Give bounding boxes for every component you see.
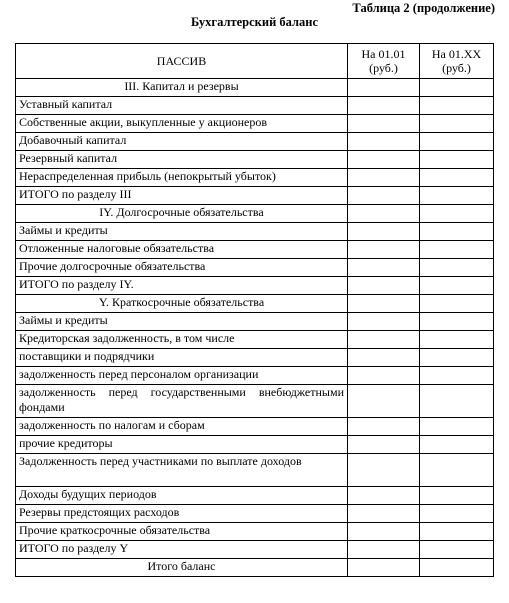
table-caption: Таблица 2 (продолжение) [352, 1, 495, 15]
document-title: Бухгалтерский баланс [190, 15, 319, 29]
value-cell-end [420, 313, 494, 331]
value-cell-start [348, 367, 420, 385]
table-row [16, 133, 494, 151]
value-cell-start [348, 418, 420, 436]
table-row [16, 115, 494, 133]
table-row [16, 367, 494, 385]
value-cell-end [420, 418, 494, 436]
row-label-cell: задолженность перед государственными внебюджетными фондами [16, 385, 348, 418]
value-cell-end [420, 169, 494, 187]
value-cell-end [420, 259, 494, 277]
table-header-row [16, 44, 494, 79]
value-cell-end [420, 115, 494, 133]
value-cell-start [348, 454, 420, 487]
value-cell-start [348, 223, 420, 241]
column-header-liabilities: ПАССИВ [16, 44, 348, 79]
table-row [16, 349, 494, 367]
column-header-end-date: На 01.XX (руб.) [420, 44, 494, 79]
value-cell-start [348, 205, 420, 223]
value-cell-end [420, 385, 494, 418]
table-row [16, 97, 494, 115]
row-label-cell: Отложенные налоговые обязательства [16, 241, 348, 259]
value-cell-end [420, 223, 494, 241]
value-cell-start [348, 559, 420, 577]
value-cell-start [348, 151, 420, 169]
table-row [16, 169, 494, 187]
value-cell-end [420, 505, 494, 523]
table-row [16, 436, 494, 454]
table-row [16, 295, 494, 313]
value-cell-start [348, 436, 420, 454]
row-label-cell: Добавочный капитал [16, 133, 348, 151]
row-label-cell: ИТОГО по разделу III [16, 187, 348, 205]
row-label-cell: прочие кредиторы [16, 436, 348, 454]
value-cell-end [420, 349, 494, 367]
value-cell-start [348, 505, 420, 523]
table-row [16, 331, 494, 349]
value-cell-start [348, 169, 420, 187]
table-row [16, 259, 494, 277]
value-cell-end [420, 541, 494, 559]
value-cell-end [420, 454, 494, 487]
row-label-cell: Прочие краткосрочные обязательства [16, 523, 348, 541]
table-row [16, 277, 494, 295]
value-cell-end [420, 487, 494, 505]
row-label-cell: Резервы предстоящих расходов [16, 505, 348, 523]
table-row [16, 187, 494, 205]
balance-table-body [16, 79, 494, 577]
value-cell-start [348, 487, 420, 505]
value-cell-end [420, 205, 494, 223]
value-cell-end [420, 187, 494, 205]
row-label-cell: Займы и кредиты [16, 313, 348, 331]
value-cell-start [348, 385, 420, 418]
row-label-cell: Нераспределенная прибыль (непокрытый убыток) [16, 169, 348, 187]
value-cell-start [348, 241, 420, 259]
value-cell-start [348, 331, 420, 349]
value-cell-end [420, 241, 494, 259]
table-row [16, 223, 494, 241]
value-cell-end [420, 277, 494, 295]
value-cell-end [420, 331, 494, 349]
row-label-cell: Займы и кредиты [16, 223, 348, 241]
value-cell-end [420, 367, 494, 385]
value-cell-start [348, 349, 420, 367]
section-heading-cell: Y. Краткосрочные обязательства [16, 295, 348, 313]
value-cell-start [348, 115, 420, 133]
table-row [16, 523, 494, 541]
row-label-cell: Прочие долгосрочные обязательства [16, 259, 348, 277]
value-cell-start [348, 97, 420, 115]
table-row [16, 418, 494, 436]
table-row [16, 454, 494, 487]
section-heading-cell: Итого баланс [16, 559, 348, 577]
balance-table [15, 43, 494, 577]
row-label-cell: Резервный капитал [16, 151, 348, 169]
value-cell-end [420, 97, 494, 115]
section-heading-cell: IY. Долгосрочные обязательства [16, 205, 348, 223]
table-row [16, 151, 494, 169]
value-cell-start [348, 259, 420, 277]
row-label-cell: Кредиторская задолженность, в том числе [16, 331, 348, 349]
row-label-cell: поставщики и подрядчики [16, 349, 348, 367]
value-cell-end [420, 133, 494, 151]
row-label-cell: Собственные акции, выкупленные у акционеров [16, 115, 348, 133]
table-row [16, 205, 494, 223]
table-row [16, 385, 494, 418]
column-header-start-date: На 01.01 (руб.) [348, 44, 420, 79]
row-label-cell: задолженность по налогам и сборам [16, 418, 348, 436]
value-cell-start [348, 277, 420, 295]
value-cell-start [348, 295, 420, 313]
table-row [16, 313, 494, 331]
value-cell-start [348, 313, 420, 331]
table-row [16, 79, 494, 97]
value-cell-end [420, 79, 494, 97]
value-cell-end [420, 559, 494, 577]
row-label-cell: Доходы будущих периодов [16, 487, 348, 505]
table-row [16, 505, 494, 523]
value-cell-start [348, 523, 420, 541]
table-row [16, 541, 494, 559]
row-label-cell: ИТОГО по разделу IY. [16, 277, 348, 295]
value-cell-end [420, 436, 494, 454]
value-cell-end [420, 151, 494, 169]
row-label-cell: ИТОГО по разделу Y [16, 541, 348, 559]
value-cell-start [348, 541, 420, 559]
section-heading-cell: III. Капитал и резервы [16, 79, 348, 97]
table-row [16, 559, 494, 577]
row-label-cell: задолженность перед персоналом организации [16, 367, 348, 385]
row-label-cell: Уставный капитал [16, 97, 348, 115]
table-row [16, 241, 494, 259]
value-cell-start [348, 187, 420, 205]
row-label-cell: Задолженность перед участниками по выплате доходов [16, 454, 348, 487]
value-cell-start [348, 79, 420, 97]
value-cell-end [420, 523, 494, 541]
value-cell-start [348, 133, 420, 151]
table-row [16, 487, 494, 505]
value-cell-end [420, 295, 494, 313]
